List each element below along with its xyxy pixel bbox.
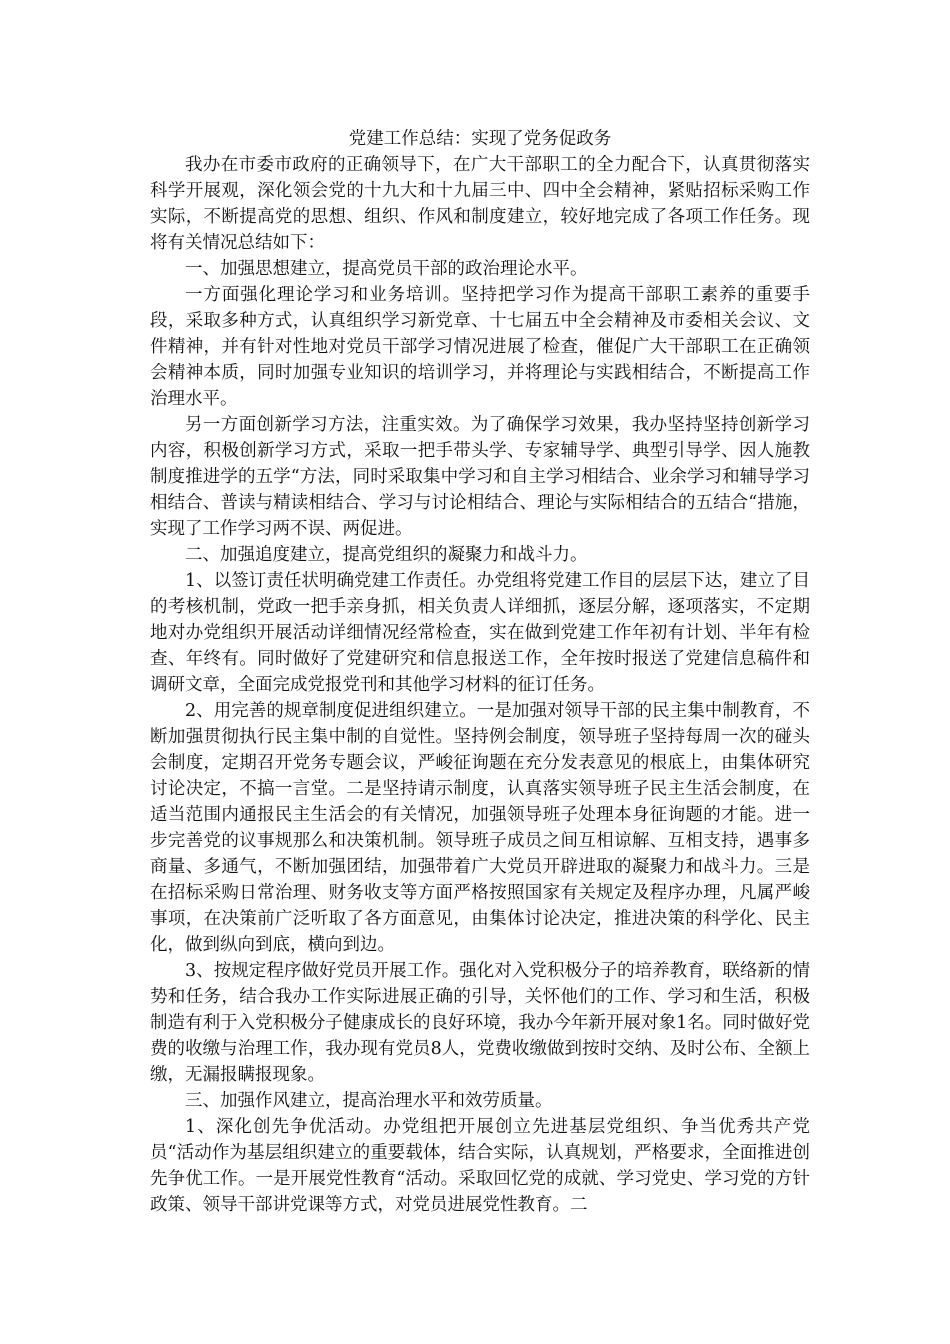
heading-section-1: 一、加强思想建立，提高党员干部的政治理论水平。 bbox=[185, 259, 588, 279]
document-body bbox=[150, 126, 810, 1218]
paragraph-study-methods: 另一方面创新学习方法，注重实效。为了确保学习效果，我办坚持坚持创新学习内容，积极创新学习方式，采取一把手带头学、专家辅导学、典型引导学、因人施教制度推进学的五学“方法，同时采取集中学习和自主学习相结合、业余学习和辅导学习相结合、普读与精读相结合、学习与讨论相结合、理论与实际相结合的五结合“措施，实现了工作学习两不误、两促进。 bbox=[150, 415, 810, 539]
paragraph-excellence-campaign: 1、深化创先争优活动。办党组把开展创立先进基层党组织、争当优秀共产党员“活动作为基层组织建立的重要载体，结合实际，认真规划，严格要求，全面推进创先争优工作。一是开展党性教育“活动。采取回忆党的成就、学习党史、学习党的方针政策、领导干部讲党课等方式，对党员进展党性教育。二 bbox=[150, 1117, 810, 1215]
paragraph-theory-training: 一方面强化理论学习和业务培训。坚持把学习作为提高干部职工素养的重要手段，采取多种方式，认真组织学习新党章、十七届五中全会精神及市委相关会议、文件精神，并有针对性地对党员干部学习情况进展了检查，催促广大干部职工在正确领会精神本质，同时加强专业知识的培训学习，并将理论与实践相结合，不断提高工作治理水平。 bbox=[150, 285, 810, 409]
heading-section-3: 三、加强作风建立，提高治理水平和效劳质量。 bbox=[185, 1091, 553, 1111]
paragraph-member-development: 3、按规定程序做好党员开展工作。强化对入党积极分子的培养教育，联络新的情势和任务，结合我办工作实际进展正确的引导，关怀他们的工作、学习和生活，积极制造有利于入党积极分子健康成长的良好环境，我办今年新开展对象1名。同时做好党费的收缴与治理工作，我办现有党员8人，党费收缴做到按时交纳、及时公布、全额上缴，无漏报瞒报现象。 bbox=[150, 961, 810, 1085]
paragraph-regulations: 2、用完善的规章制度促进组织建立。一是加强对领导干部的民主集中制教育，不断加强贯彻执行民主集中制的自觉性。坚持例会制度，领导班子坚持每周一次的碰头会制度，定期召开党务专题会议，严峻征询题在充分发表意见的根底上，由集体研究讨论决定，不搞一言堂。二是坚持请示制度，认真落实领导班子民主生活会制度，在适当范围内通报民主生活会的有关情况，加强领导班子处理本身征询题的才能。进一步完善党的议事规那么和决策机制。领导班子成员之间互相谅解、互相支持，遇事多商量、多通气，不断加强团结，加强带着广大党员开辟进取的凝聚力和战斗力。三是在招标采购日常治理、财务收支等方面严格按照国家有关规定及程序办理，凡属严峻事项，在决策前广泛听取了各方面意见，由集体讨论决定，推进决策的科学化、民主化，做到纵向到底，横向到边。 bbox=[150, 701, 810, 955]
heading-section-2: 二、加强追度建立，提高党组织的凝聚力和战斗力。 bbox=[185, 545, 588, 565]
paragraph-intro: 我办在市委市政府的正确领导下，在广大干部职工的全力配合下，认真贯彻落实科学开展观，深化领会党的十九大和十九届三中、四中全会精神，紧贴招标采购工作实际，不断提高党的思想、组织、作风和制度建立，较好地完成了各项工作任务。现将有关情况总结如下： bbox=[150, 155, 810, 253]
paragraph-responsibility: 1、以签订责任状明确党建工作责任。办党组将党建工作目的层层下达，建立了目的考核机制，党政一把手亲身抓，相关负责人详细抓，逐层分解，逐项落实，不定期地对办党组织开展活动详细情况经常检查，实在做到党建工作年初有计划、半年有检查、年终有。同时做好了党建研究和信息报送工作，全年按时报送了党建信息稿件和调研文章，全面完成党报党刊和其他学习材料的征订任务。 bbox=[150, 571, 810, 695]
document-title: 党建工作总结：实现了党务促政务 bbox=[348, 129, 612, 149]
